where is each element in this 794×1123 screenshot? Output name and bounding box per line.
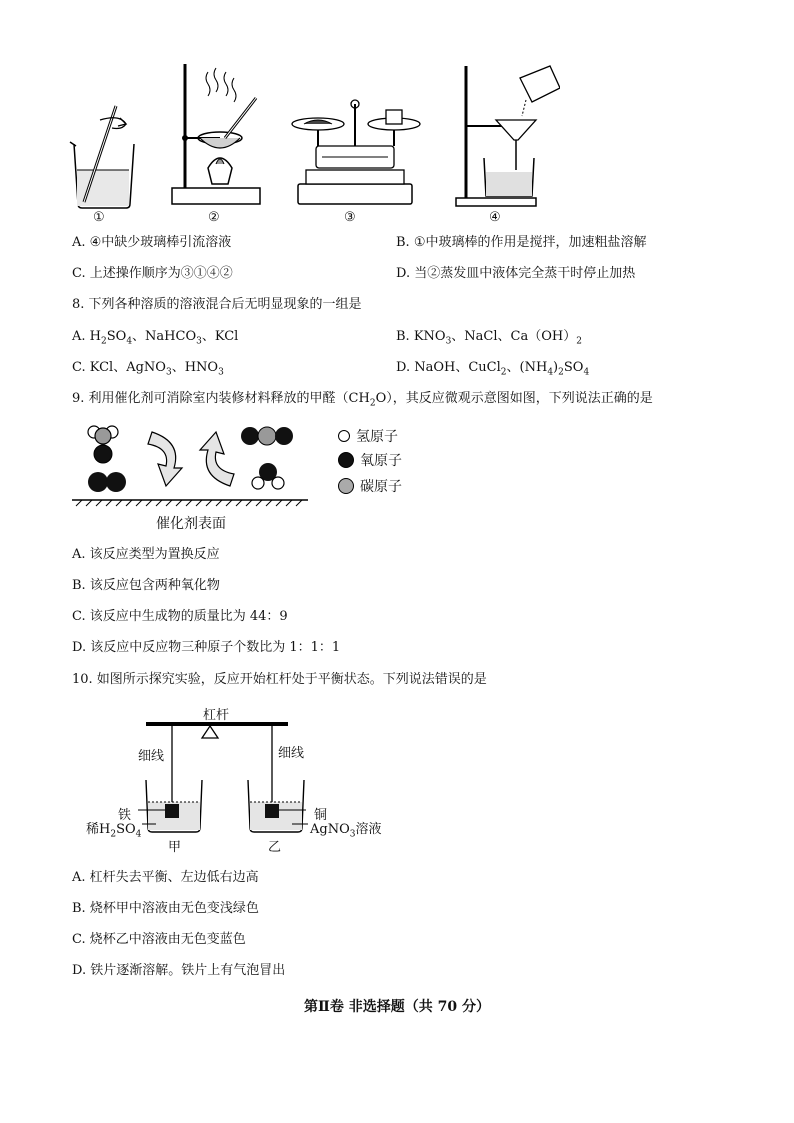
water-molecule — [252, 463, 284, 489]
carbon-atom-icon — [338, 478, 354, 494]
beaker-stirring-figure — [70, 106, 134, 208]
legend-hydrogen: 氢原子 — [338, 426, 398, 446]
q7-option-d: D. 当②蒸发皿中液体完全蒸干时停止加热 — [396, 266, 636, 281]
oxygen-molecule — [88, 472, 126, 492]
q9-option-d: D. 该反应中反应物三种原子个数比为 1：1：1 — [72, 640, 341, 655]
apparatus-label-3: ③ — [344, 210, 356, 225]
apparatus-label-1: ① — [93, 210, 105, 225]
balance-figure — [292, 100, 420, 204]
curved-arrow-down-icon — [148, 432, 182, 486]
apparatus-figure — [60, 58, 560, 230]
q10-option-d: D. 铁片逐渐溶解。铁片上有气泡冒出 — [72, 963, 286, 978]
acid-label: 稀$H_2SO_4$ — [86, 822, 142, 840]
legend-carbon: 碳原子 — [338, 476, 402, 496]
curved-arrow-up-icon — [200, 432, 234, 486]
hydrogen-atom-icon — [338, 430, 350, 442]
carbon-dioxide-molecule — [241, 427, 293, 445]
catalyst-surface-label: 催化剂表面 — [156, 516, 226, 532]
iron-label: 铁 — [118, 808, 132, 823]
q8-option-a: A. $H_2SO_4$、NaHCO$_3$、KCl — [72, 329, 239, 347]
q9-stem: 9. 利用催化剂可消除室内装修材料释放的甲醛$(CH_2O)$，其反应微观示意图如图，下列说法正确的是 — [72, 391, 653, 409]
silver-nitrate-label: AgNO$_3$溶液 — [310, 822, 382, 840]
q10-stem: 10. 如图所示探究实验，反应开始杠杆处于平衡状态。下列说法错误的是 — [72, 672, 487, 687]
beaker-b-label: 乙 — [268, 840, 282, 855]
legend-oxygen: 氧原子 — [338, 450, 402, 470]
q10-option-b: B. 烧杯甲中溶液由无色变浅绿色 — [72, 901, 259, 916]
lever-label: 杠杆 — [203, 708, 230, 723]
thread-right-label: 细线 — [278, 746, 305, 761]
q8-option-b: B. $KNO_3$、NaCl、$Ca(OH)_2$ — [396, 329, 582, 347]
q9-option-a: A. 该反应类型为置换反应 — [72, 547, 220, 562]
q8-option-c: C. KCl、AgNO$_3$、$HNO_3$ — [72, 360, 224, 378]
formaldehyde-molecule — [88, 426, 118, 463]
apparatus-label-2: ② — [208, 210, 220, 225]
thread-left-label: 细线 — [138, 749, 165, 764]
oxygen-atom-icon — [338, 452, 354, 468]
q7-option-b: B. ①中玻璃棒的作用是搅拌，加速粗盐溶解 — [396, 235, 647, 250]
q7-option-c: C. 上述操作顺序为③①④② — [72, 266, 233, 281]
q7-option-a: A. ④中缺少玻璃棒引流溶液 — [72, 235, 232, 250]
q9-option-c: C. 该反应中生成物的质量比为 44：9 — [72, 609, 288, 624]
reaction-diagram — [70, 420, 315, 515]
q9-option-b: B. 该反应包含两种氧化物 — [72, 578, 220, 593]
filtration-figure — [456, 66, 560, 206]
q8-stem: 8. 下列各种溶质的溶液混合后无明显现象的一组是 — [72, 297, 362, 312]
q10-option-c: C. 烧杯乙中溶液由无色变蓝色 — [72, 932, 246, 947]
evaporation-figure — [172, 64, 260, 204]
copper-label: 铜 — [314, 808, 328, 823]
q10-option-a: A. 杠杆失去平衡、左边低右边高 — [72, 870, 259, 885]
section-title: 第Ⅱ卷 非选择题（共 70 分） — [304, 999, 490, 1015]
apparatus-label-4: ④ — [489, 210, 501, 225]
beaker-a-label: 甲 — [168, 840, 182, 855]
q8-option-d: D. NaOH、CuCl$_2$、$(NH_4)_2SO_4$ — [396, 360, 590, 378]
